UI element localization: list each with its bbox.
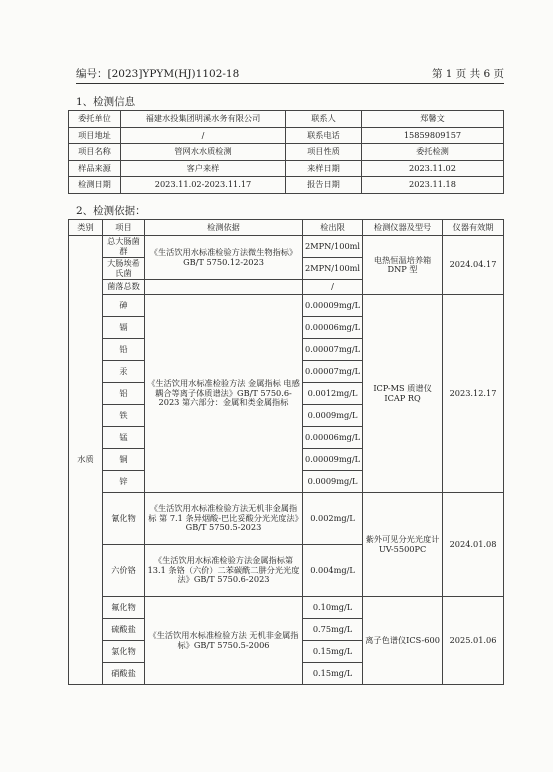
basis-cell-empty: [145, 280, 303, 295]
item-cell: 铜: [103, 449, 145, 471]
basis-cell: 《生活饮用水标准检验方法微生物指标》GB/T 5750.12-2023: [145, 236, 303, 280]
limit-cell: 0.15mg/L: [303, 641, 363, 663]
item-cell: 铁: [103, 405, 145, 427]
limit-cell: 0.15mg/L: [303, 663, 363, 685]
limit-cell: 0.0009mg/L: [303, 471, 363, 493]
table-row: [69, 111, 504, 128]
limit-cell: 0.00006mg/L: [303, 317, 363, 339]
item-cell: 锰: [103, 427, 145, 449]
table-cell: 客户来样: [121, 160, 286, 177]
limit-cell: 2MPN/100ml: [303, 236, 363, 258]
item-cell: 硫酸盐: [103, 619, 145, 641]
validity-cell: 2024.01.08: [443, 493, 504, 597]
table-cell: 来样日期: [286, 160, 362, 177]
table-cell: 样品来源: [69, 160, 121, 177]
limit-cell: 0.00009mg/L: [303, 295, 363, 317]
limit-cell: 0.00006mg/L: [303, 427, 363, 449]
basis-cell: 《生活饮用水标准检验方法金属指标第 13.1 条铬（六价）二苯碳酰二肼分光光度法》GB/T 5750.6-2023: [145, 545, 303, 597]
column-header: 检出限: [303, 220, 363, 236]
table-row: [69, 597, 504, 619]
item-cell: 氰化物: [103, 493, 145, 545]
limit-cell: 0.004mg/L: [303, 545, 363, 597]
item-cell: 氯化物: [103, 641, 145, 663]
table-header-row: [69, 220, 504, 236]
validity-cell: 2025.01.06: [443, 597, 504, 685]
limit-cell: 0.00009mg/L: [303, 449, 363, 471]
category-cell: 水质: [69, 236, 103, 685]
table-row: [69, 144, 504, 161]
item-cell: 镉: [103, 317, 145, 339]
table-cell: 郑馨文: [362, 111, 504, 128]
report-number: 编号：[2023]YPYM(HJ)1102-18: [76, 68, 240, 80]
basis-table: [68, 219, 504, 685]
table-row: [69, 127, 504, 144]
table-cell: 检测日期: [69, 177, 121, 194]
column-header: 检测仪器及型号: [363, 220, 443, 236]
item-cell: 菌落总数: [103, 280, 145, 295]
table-cell: 2023.11.18: [362, 177, 504, 194]
column-header: 类别: [69, 220, 103, 236]
item-cell: 汞: [103, 361, 145, 383]
table-cell: 委托单位: [69, 111, 121, 128]
table-row: [69, 295, 504, 317]
section-title-info: 1、检测信息: [76, 96, 136, 108]
table-cell: 项目性质: [286, 144, 362, 161]
item-cell: 铝: [103, 383, 145, 405]
page-indicator: 第 1 页 共 6 页: [431, 68, 504, 80]
table-row: [69, 160, 504, 177]
basis-cell: 《生活饮用水标准检验方法 无机非金属指标》GB/T 5750.5-2006: [145, 597, 303, 685]
limit-cell: 0.0009mg/L: [303, 405, 363, 427]
limit-cell: 0.0012mg/L: [303, 383, 363, 405]
table-row: [69, 177, 504, 194]
report-header: [76, 66, 504, 84]
instrument-cell: 电热恒温培养箱DNP 型: [363, 236, 443, 295]
basis-cell: 《生活饮用水标准检验方法无机非金属指标 第 7.1 条异烟酸-巴比妥酸分光光度法》GB/T 5750.5-2023: [145, 493, 303, 545]
item-cell: 六价铬: [103, 545, 145, 597]
table-cell: 福建水投集团明溪水务有限公司: [121, 111, 286, 128]
table-cell: 联系电话: [286, 127, 362, 144]
instrument-cell: 紫外可见分光光度计 UV-5500PC: [363, 493, 443, 597]
table-cell: 项目名称: [69, 144, 121, 161]
table-cell: 联系人: [286, 111, 362, 128]
instrument-cell: 离子色谱仪ICS-600: [363, 597, 443, 685]
limit-cell: 0.75mg/L: [303, 619, 363, 641]
instrument-cell: ICP-MS 质谱仪ICAP RQ: [363, 295, 443, 493]
table-cell: 2023.11.02-2023.11.17: [121, 177, 286, 194]
section-title-basis: 2、检测依据：: [76, 205, 146, 217]
column-header: 项目: [103, 220, 145, 236]
column-header: 仪器有效期: [443, 220, 504, 236]
item-cell: 硝酸盐: [103, 663, 145, 685]
limit-cell: 0.002mg/L: [303, 493, 363, 545]
table-cell: 管网水水质检测: [121, 144, 286, 161]
limit-cell: 0.10mg/L: [303, 597, 363, 619]
limit-cell: 0.00007mg/L: [303, 339, 363, 361]
item-cell: 锌: [103, 471, 145, 493]
info-table: [68, 110, 504, 194]
item-cell: 铅: [103, 339, 145, 361]
item-cell: 总大肠菌群: [103, 236, 145, 258]
limit-cell: /: [303, 280, 363, 295]
table-cell: /: [121, 127, 286, 144]
limit-cell: 2MPN/100ml: [303, 258, 363, 280]
item-cell: 氟化物: [103, 597, 145, 619]
validity-cell: 2024.04.17: [443, 236, 504, 295]
column-header: 检测依据: [145, 220, 303, 236]
table-cell: 项目地址: [69, 127, 121, 144]
item-cell: 砷: [103, 295, 145, 317]
table-cell: 15859809157: [362, 127, 504, 144]
table-row: [69, 236, 504, 258]
limit-cell: 0.00007mg/L: [303, 361, 363, 383]
basis-cell: 《生活饮用水标准检验方法 金属指标 电感耦合等离子体质谱法》GB/T 5750.6-2023 第六部分：金属和类金属指标: [145, 295, 303, 493]
table-cell: 2023.11.02: [362, 160, 504, 177]
item-cell: 大肠埃希氏菌: [103, 258, 145, 280]
table-row: [69, 493, 504, 545]
table-cell: 报告日期: [286, 177, 362, 194]
table-cell: 委托检测: [362, 144, 504, 161]
validity-cell: 2023.12.17: [443, 295, 504, 493]
